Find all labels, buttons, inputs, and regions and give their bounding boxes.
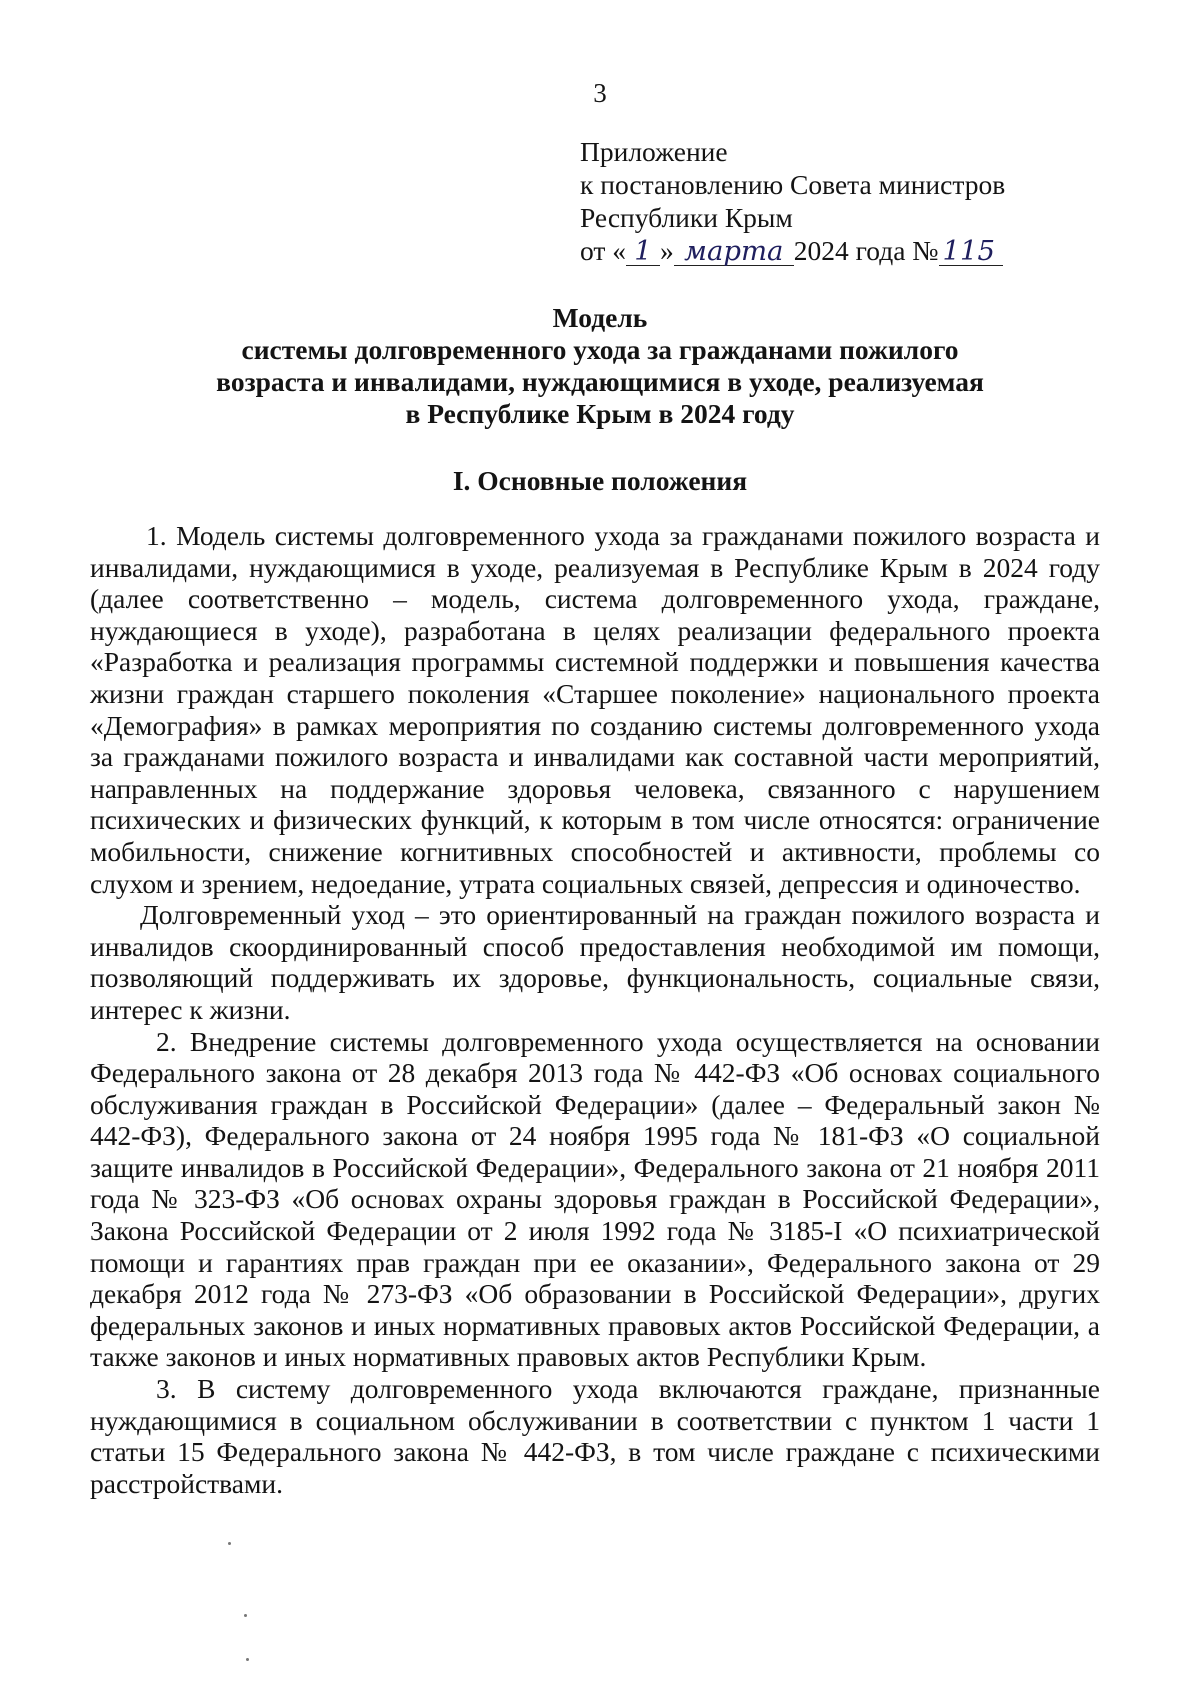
paragraph-1: 1. Модель системы долговременного ухода за гражданами пожилого возраста и инвалидами, нуждающимися в уходе, реализуемая в Республике Крым в 2024 году (далее соответственно – модель, система долговременного ухода, граждане, нуждающиеся в уходе), разработана в целях реализации федерального проекта «Разработка и реализация программы системной поддержки и повышения качества жизни граждан старшего поколения «Старшее поколение» национального проекта «Демография» в рамках мероприятия по созданию системы долговременного ухода за гражданами пожилого возраста и инвалидами как составной части мероприятий, направленных на поддержание здоровья человека, связанного с нарушением психических и физических функций, к которым в том числе относятся: ограничение мобильности, снижение когнитивных способностей и активности, проблемы со слухом и зрением, недоедание, утрата социальных связей, депрессия и одиночество. bbox=[90, 520, 1100, 899]
title-line-3: возраста и инвалидами, нуждающимися в уходе, реализуемая bbox=[216, 366, 984, 397]
handwritten-number: 115 bbox=[939, 237, 1003, 266]
scan-speck bbox=[244, 1614, 247, 1617]
document-body bbox=[90, 520, 1100, 1499]
appendix-date-line bbox=[580, 234, 1005, 267]
title-line-2: системы долговременного ухода за гражданами пожилого bbox=[241, 334, 959, 365]
title-line-4: в Республике Крым в 2024 году bbox=[405, 398, 795, 429]
page-number: 3 bbox=[593, 78, 607, 108]
scan-speck bbox=[228, 1542, 231, 1545]
appendix-resolution-line: к постановлению Совета министров bbox=[580, 169, 1006, 200]
section-heading: I. Основные положения bbox=[452, 465, 748, 496]
handwritten-month: марта bbox=[674, 237, 794, 266]
appendix-republic-line: Республики Крым bbox=[580, 202, 793, 233]
appendix-title: Приложение bbox=[580, 136, 728, 167]
date-suffix: 2024 года № bbox=[793, 235, 939, 266]
paragraph-4: 3. В систему долговременного ухода включаются граждане, признанные нуждающимися в социальном обслуживании в соответствии с пунктом 1 части 1 статьи 15 Федерального закона № 442-ФЗ, в том числе граждане с психическими расстройствами. bbox=[90, 1373, 1100, 1499]
date-prefix: от « bbox=[580, 235, 627, 266]
handwritten-day: 1 bbox=[626, 237, 660, 266]
date-mid: » bbox=[660, 235, 674, 266]
appendix-header bbox=[580, 135, 1005, 267]
document-title bbox=[90, 302, 1110, 430]
scan-speck bbox=[246, 1658, 249, 1661]
title-line-1: Модель bbox=[552, 302, 648, 333]
paragraph-2: Долговременный уход – это ориентированный на граждан пожилого возраста и инвалидов скоординированный способ предоставления необходимой им помощи, позволяющий поддерживать их здоровье, функциональность, социальные связи, интерес к жизни. bbox=[90, 899, 1100, 1025]
paragraph-3: 2. Внедрение системы долговременного ухода осуществляется на основании Федерального закона от 28 декабря 2013 года № 442-ФЗ «Об основах социального обслуживания граждан в Российской Федерации» (далее – Федеральный закон № 442-ФЗ), Федерального закона от 24 ноября 1995 года № 181-ФЗ «О социальной защите инвалидов в Российской Федерации», Федерального закона от 21 ноября 2011 года № 323-ФЗ «Об основах охраны здоровья граждан в Российской Федерации», Закона Российской Федерации от 2 июля 1992 года № 3185-I «О психиатрической помощи и гарантиях прав граждан при ее оказании», Федерального закона от 29 декабря 2012 года № 273-ФЗ «Об образовании в Российской Федерации», других федеральных законов и иных нормативных правовых актов Российской Федерации, а также законов и иных нормативных правовых актов Республики Крым. bbox=[90, 1025, 1100, 1373]
